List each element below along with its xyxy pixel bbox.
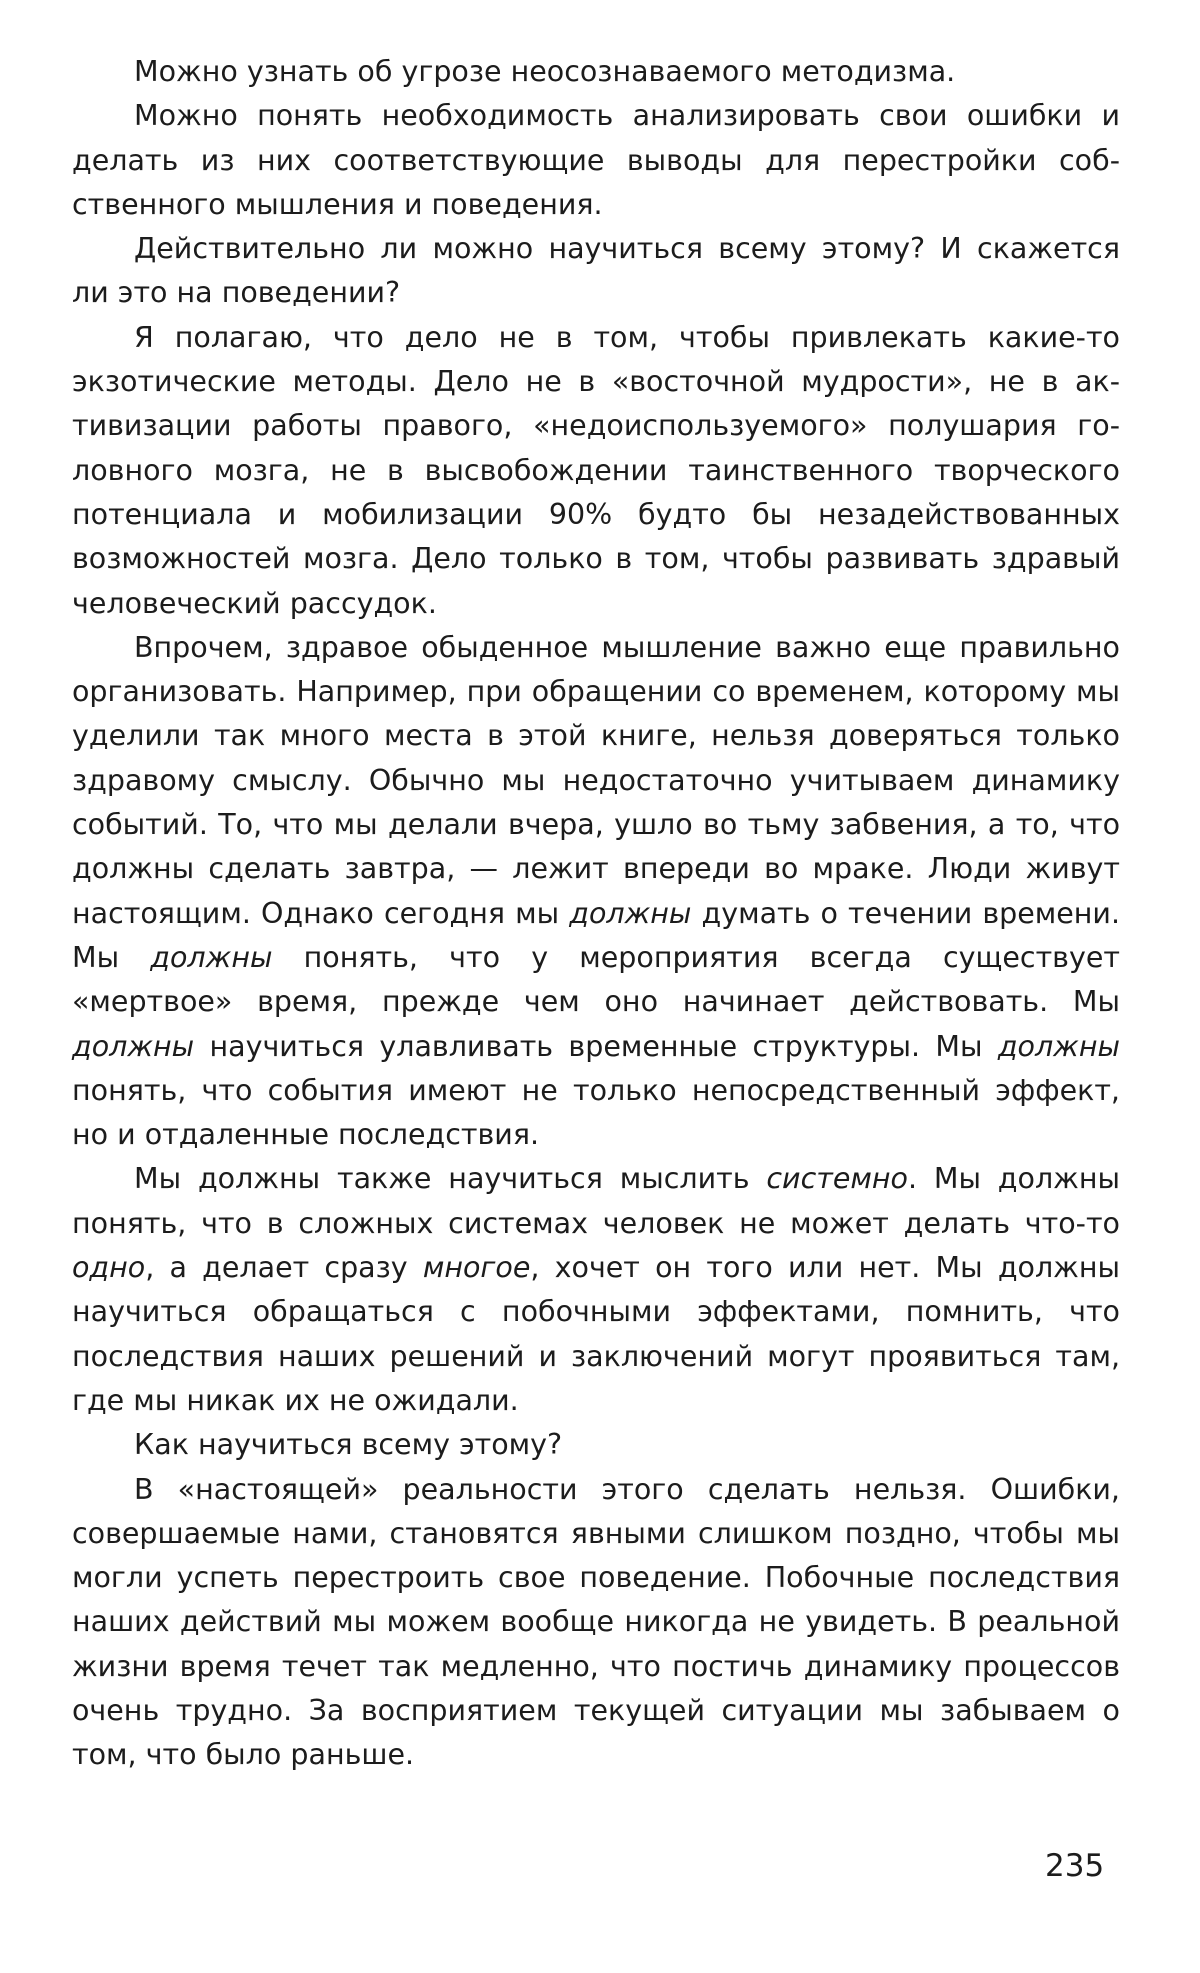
text-run: понять, что события имеют не только непосредственный эффект, но и отдаленные последствия. <box>72 1073 1120 1152</box>
text-run: думать о течении времени. Мы <box>72 896 1120 974</box>
text-run: . Мы должны понять, что в сложных системах человек не может делать что-то <box>72 1162 1120 1240</box>
italic-text: одно <box>72 1251 146 1285</box>
page-number: 235 <box>1045 1848 1105 1884</box>
italic-text: многое <box>422 1251 531 1285</box>
text-run: Действительно ли можно научиться всему этому? И скажется ли это на поведении? <box>72 232 1120 310</box>
paragraph <box>72 227 1120 316</box>
text-run: , а делает сразу <box>145 1251 423 1285</box>
text-run: , хочет он того или нет. Мы должны научиться обращаться с побочными эффектами, помнить, что последствия наших решений и заключений могут проявиться там, где мы никак их не ожидали. <box>72 1251 1120 1417</box>
paragraph <box>72 1468 1120 1778</box>
paragraph <box>72 94 1120 227</box>
italic-text: должны <box>72 1029 195 1063</box>
paragraph <box>72 1423 1120 1467</box>
text-run: Как научиться всему этому? <box>134 1428 563 1462</box>
italic-text: должны <box>150 940 273 974</box>
paragraph <box>72 626 1120 1158</box>
italic-text: должны <box>569 896 692 930</box>
text-run: Впрочем, здравое обыденное мышление важно еще правильно организовать. Например, при обращении со временем, которому мы уделили так много места в этой книге, нельзя доверяться только здравому смыслу. Обычно мы недостаточно учитываем динамику событий. То, что мы делали вчера, ушло во тьму забвения, а то, что должны сделать завтра, — лежит впереди во мраке. Люди живут настоящим. Однако сегодня мы <box>72 630 1120 930</box>
paragraph <box>72 1157 1120 1423</box>
text-run: Мы должны также научиться мыслить <box>134 1162 767 1196</box>
text-run: научиться улавливать временные структуры. Мы <box>194 1029 998 1063</box>
text-run: Можно понять необходимость анализировать свои ошибки и делать из них соответствующие выводы для перестройки собственного мышления и поведения. <box>72 99 1120 221</box>
text-run: понять, что у мероприятия всегда существует «мертвое» время, прежде чем оно начинает действовать. Мы <box>72 940 1120 1019</box>
text-run: Можно узнать об угрозе неосознаваемого методизма. <box>134 55 956 88</box>
text-run: Я полагаю, что дело не в том, чтобы привлекать какие-то экзотические методы. Дело не в «восточной мудрости», не в активизации работы правого, «недоиспользуемого» полушария головного мозга, не в высвобождении таинственного творческого потенциала и мобилизации 90% будто бы незадействованных возможностей мозга. Дело только в том, чтобы развивать здравый человеческий рассудок. <box>72 320 1120 620</box>
italic-text: должны <box>997 1029 1120 1063</box>
italic-text: системно <box>766 1162 908 1196</box>
text-run: В «настоящей» реальности этого сделать нельзя. Ошибки, совершаемые нами, становятся явными слишком поздно, чтобы мы могли успеть перестроить свое поведение. Побочные последствия наших действий мы можем вообще никогда не увидеть. В реальной жизни время течет так медленно, что постичь динамику процессов очень трудно. За восприятием текущей ситуации мы забываем о том, что было раньше. <box>72 1472 1120 1772</box>
page-body <box>72 50 1120 1778</box>
paragraph <box>72 50 1120 94</box>
paragraph <box>72 316 1120 626</box>
